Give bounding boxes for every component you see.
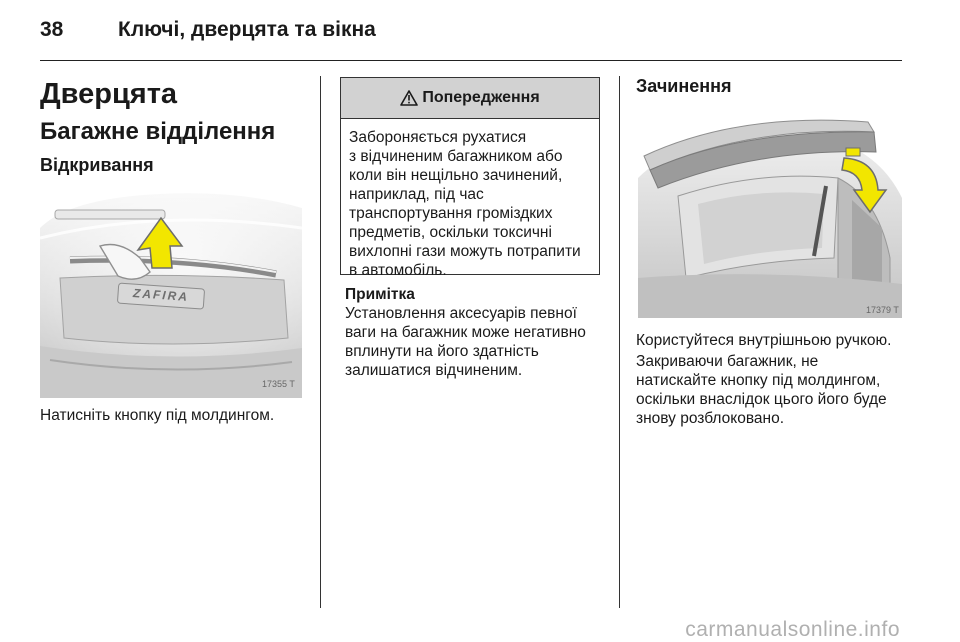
page-number: 38	[40, 18, 64, 41]
warning-line: транспортування громіздких	[349, 205, 553, 222]
warning-line: наприклад, під час	[349, 186, 484, 203]
figure-close-tailgate	[638, 108, 902, 318]
para-use-handle: Користуйтеся внутрішньою ручкою.	[636, 332, 892, 349]
closing-line: Закриваючи багажник, не	[636, 353, 819, 370]
topic-heading-closing: Зачинення	[636, 76, 732, 96]
zafira-badge: ZAFIRA	[132, 286, 190, 304]
warning-line: предметів, оскільки токсичні	[349, 224, 552, 241]
watermark: carmanualsonline.info	[685, 618, 900, 641]
note-text	[345, 304, 607, 380]
warning-header	[341, 78, 599, 119]
warning-line: в автомобіль.	[349, 262, 447, 279]
subsection-heading: Багажне відділення	[40, 118, 276, 145]
warning-title: Попередження	[422, 89, 540, 106]
closing-line: знову розблоковано.	[636, 410, 784, 427]
header-divider	[40, 60, 902, 61]
figure-code-1: 17355 T	[262, 379, 295, 389]
column-divider-1	[320, 76, 321, 608]
para-closing-advice	[636, 352, 906, 428]
note-line: залишатися відчиненим.	[345, 362, 523, 379]
chapter-title: Ключі, дверцята та вікна	[118, 18, 376, 41]
warning-box	[340, 77, 600, 279]
note-line: Установлення аксесуарів певної	[345, 305, 577, 322]
figure-code-2: 17379 T	[866, 305, 899, 315]
note-line: вплинути на його здатність	[345, 343, 539, 360]
caption-press-button: Натисніть кнопку під молдингом.	[40, 407, 275, 424]
warning-text	[341, 119, 599, 280]
warning-triangle-icon	[400, 90, 418, 106]
section-heading: Дверцята	[40, 78, 178, 110]
warning-line: Забороняється рухатися	[349, 129, 527, 146]
warning-line: вихлопні гази можуть потрапити	[349, 243, 581, 260]
note-title: Примітка	[345, 286, 415, 303]
topic-heading-opening: Відкривання	[40, 155, 154, 175]
warning-line: з відчиненим багажником або	[349, 148, 563, 165]
closing-line: натискайте кнопку під молдингом,	[636, 372, 881, 389]
closing-line: оскільки внаслідок цього його буде	[636, 391, 887, 408]
warning-line: коли він нещільно зачинений,	[349, 167, 563, 184]
note-line: ваги на багажник може негативно	[345, 324, 586, 341]
column-divider-2	[619, 76, 620, 608]
